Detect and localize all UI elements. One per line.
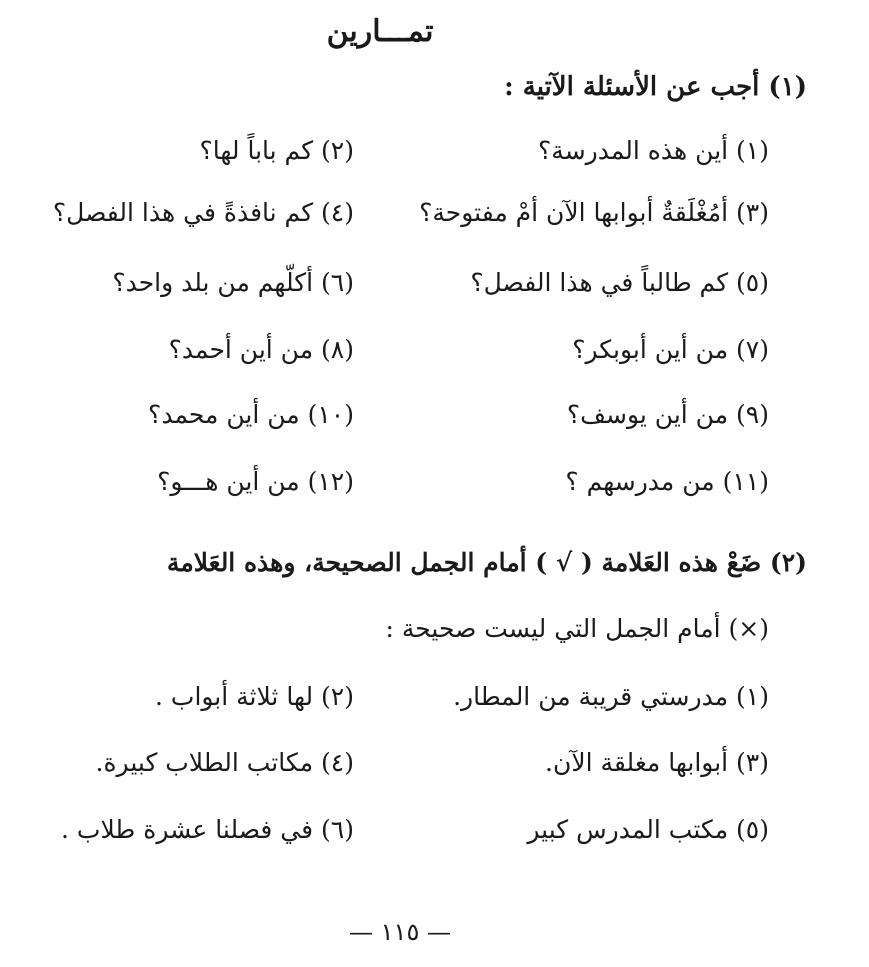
- exercise-1-question: (٩) من أين يوسف؟: [566, 400, 769, 429]
- exercise-1-question: (٢) كم باباً لها؟: [199, 136, 354, 165]
- page-number: — ١١٥ —: [349, 918, 451, 946]
- exercise-1-question: (٣) أمُغْلَقةٌ أبوابها الآن أمْ مفتوحة؟: [419, 198, 769, 227]
- exercise-2-statement: (٣) أبوابها مغلقة الآن.: [545, 748, 769, 777]
- exercise-1-row: [0, 400, 869, 444]
- exercise-1-question: (١٢) من أين هـــو؟: [157, 467, 354, 496]
- exercise-2-row: [0, 682, 869, 726]
- exercise-1-row: [0, 198, 869, 242]
- exercise-2-heading: (٢) ضَعْ هذه العَلامة ( √ ) أمام الجمل الصحيحة، وهذه العَلامة: [166, 548, 807, 577]
- exercise-1-question: (١٠) من أين محمد؟: [148, 400, 354, 429]
- exercise-1-row: [0, 136, 869, 180]
- exercise-2-statement: (٦) في فصلنا عشرة طلاب .: [61, 815, 354, 844]
- exercise-1-question: (٨) من أين أحمد؟: [168, 335, 354, 364]
- exercise-2-row: [0, 748, 869, 792]
- page-title: تمـــارين: [326, 14, 434, 49]
- exercise-1-question: (١) أين هذه المدرسة؟: [538, 136, 769, 165]
- exercise-2-statement: (١) مدرستي قريبة من المطار.: [453, 682, 769, 711]
- exercise-2-statement: (٤) مكاتب الطلاب كبيرة.: [95, 748, 354, 777]
- exercise-1-heading: (١) أجب عن الأسئلة الآتية :: [504, 72, 807, 102]
- exercise-1-row: [0, 467, 869, 511]
- exercise-2-subheading: (×) أمام الجمل التي ليست صحيحة :: [385, 614, 769, 643]
- exercise-2-row: [0, 815, 869, 859]
- exercise-1-question: (٧) من أين أبوبكر؟: [572, 335, 769, 364]
- exercise-1-question: (٦) أكلّهم من بلد واحد؟: [112, 268, 354, 297]
- exercise-1-question: (٥) كم طالباً في هذا الفصل؟: [470, 268, 769, 297]
- exercise-1-row: [0, 268, 869, 312]
- exercise-2-statement: (٥) مكتب المدرس كبير: [527, 815, 769, 844]
- exercise-2-statement: (٢) لها ثلاثة أبواب .: [155, 682, 354, 711]
- exercise-1-question: (١١) من مدرسهم ؟: [565, 467, 769, 496]
- exercise-1-question: (٤) كم نافذةً في هذا الفصل؟: [52, 198, 354, 227]
- exercise-1-row: [0, 335, 869, 379]
